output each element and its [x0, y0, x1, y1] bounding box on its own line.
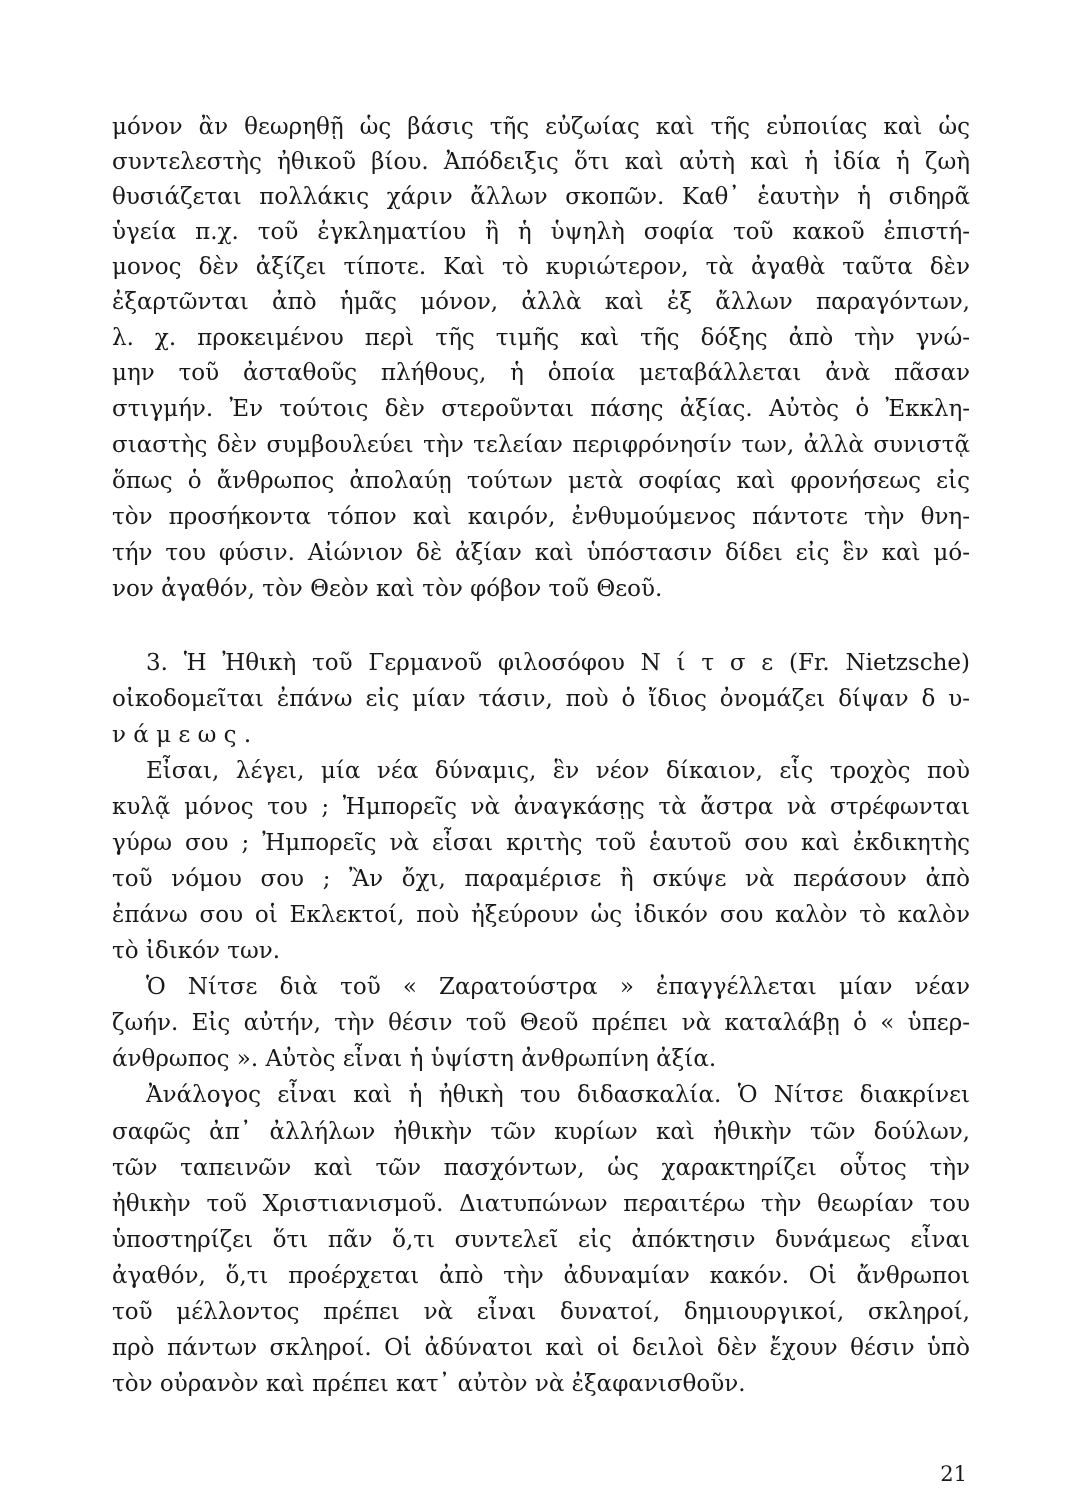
text-line: ζωήν. Εἰς αὐτήν, τὴν θέσιν τοῦ Θεοῦ πρέπει νὰ καταλάβῃ ὁ « ὑπερ-: [112, 1010, 970, 1036]
text-line: μονος δὲν ἀξίζει τίποτε. Καὶ τὸ κυριώτερον, τὰ ἀγαθὰ ταῦτα δὲν: [112, 254, 970, 280]
text-line: ν ά μ ε ω ς .: [112, 722, 252, 748]
text-line: τοῦ νόμου σου ; Ἂν ὄχι, παραμέρισε ἢ σκύψε νὰ περάσουν ἀπὸ: [112, 866, 970, 892]
text-line: Εἶσαι, λέγει, μία νέα δύναμις, ἓν νέον δίκαιον, εἷς τροχὸς ποὺ: [146, 758, 970, 784]
text-line: ὑγεία π.χ. τοῦ ἐγκληματίου ἢ ἡ ὑψηλὴ σοφία τοῦ κακοῦ ἐπιστή-: [112, 219, 970, 245]
text-line: τήν του φύσιν. Αἰώνιον δὲ ἀξίαν καὶ ὑπόστασιν δίδει εἰς ἓν καὶ μό-: [112, 540, 970, 566]
text-line: τὸν οὐρανὸν καὶ πρέπει κατ᾽ αὐτὸν νὰ ἐξαφανισθοῦν.: [112, 1371, 746, 1397]
text-line: κυλᾷ μόνος του ; Ἠμπορεῖς νὰ ἀναγκάσῃς τὰ ἄστρα νὰ στρέφωνται: [112, 794, 970, 820]
text-line: θυσιάζεται πολλάκις χάριν ἄλλων σκοπῶν. Καθ᾽ ἑαυτὴν ἡ σιδηρᾶ: [112, 184, 970, 210]
text-line: τοῦ μέλλοντος πρέπει νὰ εἶναι δυνατοί, δημιουργικοί, σκληροί,: [112, 1299, 970, 1325]
text-line: στιγμήν. Ἐν τούτοις δὲν στεροῦνται πάσης ἀξίας. Αὐτὸς ὁ Ἐκκλη-: [112, 396, 970, 422]
text-line: ἐπάνω σου οἱ Εκλεκτοί, ποὺ ἠξεύρουν ὡς ἰδικόν σου καλὸν τὸ καλὸν: [112, 902, 970, 928]
text-line: τὸν προσήκοντα τόπον καὶ καιρόν, ἐνθυμούμενος πάντοτε τὴν θνη-: [112, 504, 970, 530]
text-line: Ὁ Νίτσε διὰ τοῦ « Ζαρατούστρα » ἐπαγγέλλεται μίαν νέαν: [146, 974, 970, 1000]
text-line: οἰκοδομεῖται ἐπάνω εἰς μίαν τάσιν, ποὺ ὁ ἴδιος ὀνομάζει δίψαν δ υ-: [112, 686, 970, 712]
text-line: πρὸ πάντων σκληροί. Οἱ ἀδύνατοι καὶ οἱ δειλοὶ δὲν ἔχουν θέσιν ὑπὸ: [112, 1335, 970, 1361]
text-line: τῶν ταπεινῶν καὶ τῶν πασχόντων, ὡς χαρακτηρίζει οὗτος τὴν: [112, 1155, 970, 1181]
text-line: άνθρωπος ». Αὐτὸς εἶναι ἡ ὑψίστη ἀνθρωπίνη ἀξία.: [112, 1046, 717, 1072]
text-line: Ἀνάλογος εἶναι καὶ ἡ ἠθικὴ του διδασκαλία. Ὁ Νίτσε διακρίνει: [146, 1082, 970, 1108]
text-line: ὑποστηρίζει ὅτι πᾶν ὅ,τι συντελεῖ εἰς ἀπόκτησιν δυνάμεως εἶναι: [112, 1227, 970, 1253]
text-line: 3. Ἡ Ἠθικὴ τοῦ Γερμανοῦ φιλοσόφου Ν ί τ σ ε (Fr. Nietzsche): [146, 650, 970, 676]
text-line: μην τοῦ ἀσταθοῦς πλήθους, ἡ ὁποία μεταβάλλεται ἀνὰ πᾶσαν: [112, 360, 970, 386]
text-line: τὸ ἰδικόν των.: [112, 938, 281, 964]
text-line: νον ἀγαθόν, τὸν Θεὸν καὶ τὸν φόβον τοῦ Θεοῦ.: [112, 576, 663, 602]
text-line: σαφῶς ἀπ᾽ ἀλλήλων ἠθικὴν τῶν κυρίων καὶ ἠθικὴν τῶν δούλων,: [112, 1119, 970, 1145]
text-line: ὅπως ὁ ἄνθρωπος ἀπολαύῃ τούτων μετὰ σοφίας καὶ φρονήσεως εἰς: [112, 468, 970, 494]
page-number: 21: [940, 1462, 967, 1486]
text-line: ἐξαρτῶνται ἀπὸ ἡμᾶς μόνον, ἀλλὰ καὶ ἐξ ἄλλων παραγόντων,: [112, 289, 970, 315]
text-line: σιαστὴς δὲν συμβουλεύει τὴν τελείαν περιφρόνησίν των, ἀλλὰ συνιστᾷ: [112, 432, 970, 458]
text-line: συντελεστὴς ἠθικοῦ βίου. Ἀπόδειξις ὅτι καὶ αὐτὴ καὶ ἡ ἰδία ἡ ζωὴ: [112, 149, 970, 175]
text-line: λ. χ. προκειμένου περὶ τῆς τιμῆς καὶ τῆς δόξης ἀπὸ τὴν γνώ-: [112, 325, 970, 351]
text-line: γύρω σου ; Ἠμπορεῖς νὰ εἶσαι κριτὴς τοῦ ἑαυτοῦ σου καὶ ἐκδικητὴς: [112, 830, 970, 856]
text-line: ἀγαθόν, ὅ,τι προέρχεται ἀπὸ τὴν ἀδυναμίαν κακόν. Οἱ ἄνθρωποι: [112, 1263, 970, 1289]
text-line: ἠθικὴν τοῦ Χριστιανισμοῦ. Διατυπώνων περαιτέρω τὴν θεωρίαν του: [112, 1191, 970, 1217]
text-line: μόνον ἂν θεωρηθῇ ὡς βάσις τῆς εὐζωίας καὶ τῆς εὐποιίας καὶ ὡς: [112, 114, 970, 140]
